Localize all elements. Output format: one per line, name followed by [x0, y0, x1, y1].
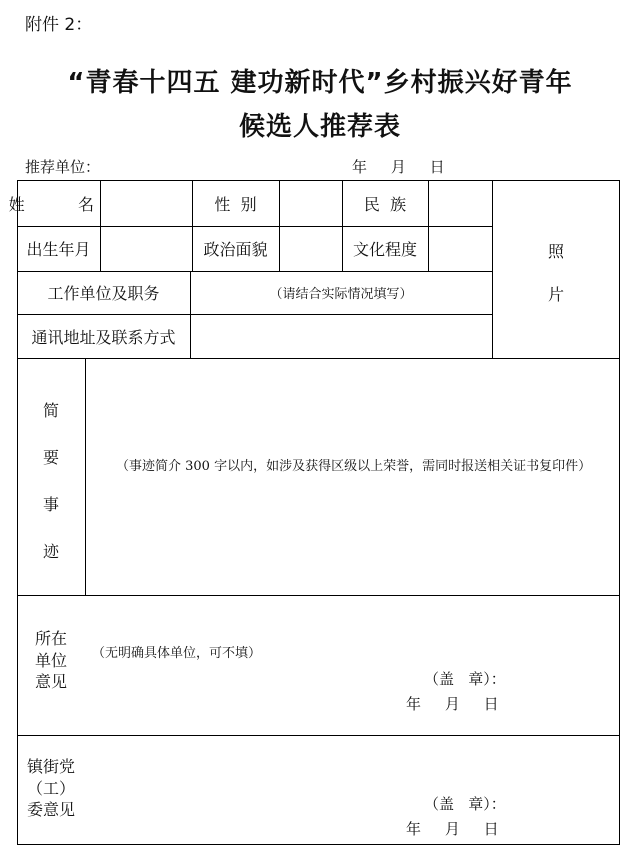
header-date: 年 月 日 — [352, 158, 445, 176]
political-label: 政治面貌 — [203, 240, 268, 259]
party-opinion-label: 镇街党 （工） 委意见 — [26, 757, 75, 820]
education-label: 文化程度 — [352, 240, 417, 259]
deeds-label: 简 要 事 迹 — [42, 401, 59, 561]
photo-label-bottom: 片 — [547, 284, 564, 304]
education-field[interactable] — [429, 227, 491, 270]
photo-label-top: 照 — [547, 241, 564, 261]
form-title-line-2: 候选人推荐表 — [238, 112, 401, 142]
unit-seal-label: （盖 章）： — [424, 670, 506, 688]
attachment-label: 附件 2： — [25, 15, 93, 35]
birth-label: 出生年月 — [26, 240, 91, 259]
contact-field[interactable] — [191, 315, 491, 357]
work-field[interactable] — [191, 272, 491, 313]
gender-label: 性 别 — [214, 194, 257, 214]
unit-seal-date: 年 月 日 — [406, 695, 499, 713]
recommender-unit-label: 推荐单位： — [25, 158, 101, 176]
contact-label: 通讯地址及联系方式 — [31, 327, 176, 347]
ethnicity-label: 民 族 — [363, 194, 407, 214]
gender-field[interactable] — [280, 181, 341, 225]
political-field[interactable] — [280, 227, 341, 270]
row-divider — [17, 358, 620, 359]
work-label: 工作单位及职务 — [47, 284, 160, 303]
form-title-line-1: “青春十四五 建功新时代”乡村振兴好青年 — [67, 68, 573, 98]
row-divider — [17, 735, 620, 736]
work-hint: （请结合实际情况填写） — [269, 287, 413, 302]
col-divider — [85, 358, 86, 595]
col-divider — [492, 180, 493, 358]
row-divider — [17, 595, 620, 596]
ethnicity-field[interactable] — [429, 181, 491, 225]
unit-opinion-label: 所在 单位 意见 — [34, 629, 67, 692]
party-seal-date: 年 月 日 — [406, 820, 499, 838]
party-seal-label: （盖 章）： — [424, 795, 506, 813]
name-field[interactable] — [101, 181, 191, 225]
deeds-field[interactable]: （事迹简介 300 字以内，如涉及获得区级以上荣誉，需同时报送相关证书复印件） — [116, 459, 592, 474]
name-label: 姓 名 — [8, 194, 109, 214]
unit-opinion-hint: （无明确具体单位，可不填） — [92, 646, 262, 661]
birth-field[interactable] — [101, 227, 191, 270]
